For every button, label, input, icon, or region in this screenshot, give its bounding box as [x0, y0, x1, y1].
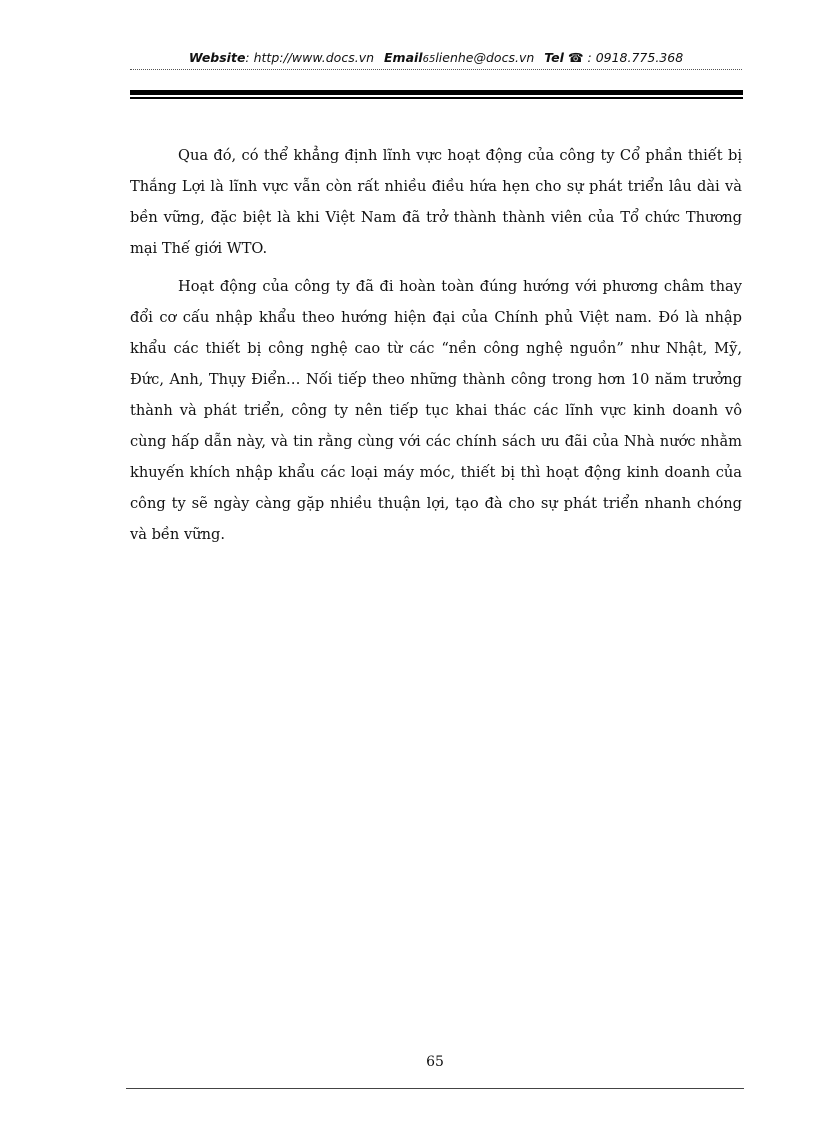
- paragraph-2: Hoạt động của công ty đã đi hoàn toàn đúng hướng với phương châm thay đổi cơ cấu nhập khẩu theo hướng hiện đại của Chính phủ Việt nam. Đó là nhập khẩu các thiết bị công nghệ cao từ các “nền công nghệ nguồn” như Nhật, Mỹ, Đức, Anh, Thụy Điển… Nối tiếp theo những thành công trong hơn 10 năm trưởng thành và phát triển, công ty nên tiếp tục khai thác các lĩnh vực kinh doanh vô cùng hấp dẫn này, và tin rằng cùng với các chính sách ưu đãi của Nhà nước nhằm khuyến khích nhập khẩu các loại máy móc, thiết bị thì hoạt động kinh doanh của công ty sẽ ngày càng gặp nhiều thuận lợi, tạo đà cho sự phát triển nhanh chóng và bền vững.: [130, 278, 742, 543]
- page-header: [130, 50, 742, 68]
- footer-rule: [126, 1088, 744, 1089]
- header-thick-rule: [130, 90, 743, 95]
- tel-sep: :: [583, 50, 596, 65]
- document-body: [130, 140, 742, 557]
- header-thin-rule: [130, 97, 743, 99]
- page-number: 65: [426, 1054, 444, 1070]
- paragraph-1: Qua đó, có thể khẳng định lĩnh vực hoạt động của công ty Cổ phần thiết bị Thắng Lợi là lĩnh vực vẫn còn rất nhiều điều hứa hẹn cho sự phát triển lâu dài và bền vững, đặc biệt là khi Việt Nam đã trở thành thành viên của Tổ chức Thương mại Thế giới WTO.: [130, 147, 742, 257]
- tel-label: Tel: [544, 50, 564, 65]
- email-label: Email: [384, 50, 423, 65]
- website-sep: :: [245, 50, 254, 65]
- email-value[interactable]: lienhe@docs.vn: [435, 50, 535, 65]
- website-label: Website: [188, 50, 246, 65]
- header-dotted-divider: [130, 69, 742, 70]
- website-url[interactable]: http://www.docs.vn: [253, 50, 375, 65]
- tel-value: 0918.775.368: [595, 50, 684, 65]
- phone-icon: ☎: [567, 50, 584, 65]
- inline-page-number: 65: [422, 54, 436, 65]
